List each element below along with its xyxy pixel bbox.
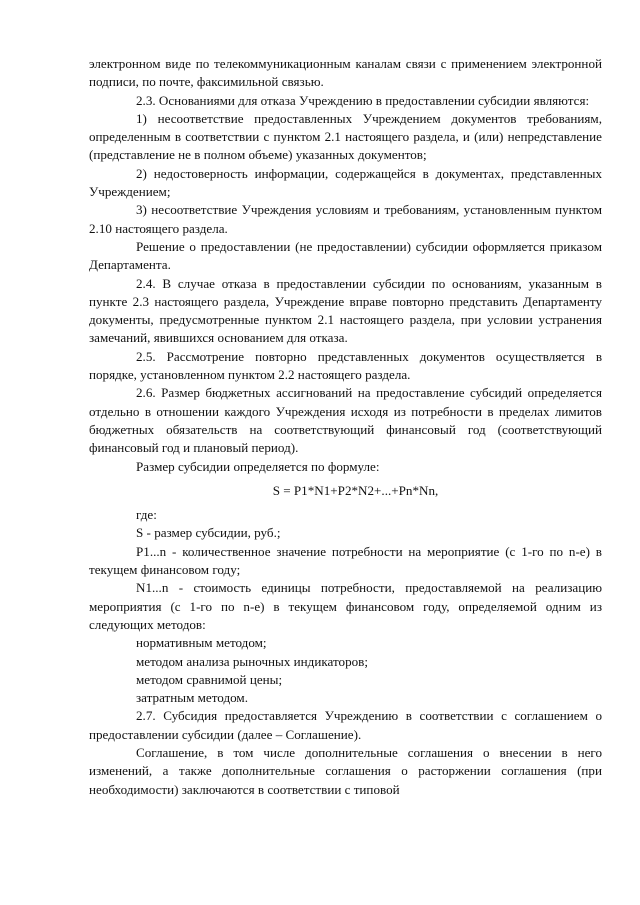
paragraph-2-3-item-3: 3) несоответствие Учреждения условиям и требованиям, установленным пунктом 2.10 настоящего раздела. <box>89 202 602 236</box>
paragraph-2-6: 2.6. Размер бюджетных ассигнований на предоставление субсидий определяется отдельно в отношении каждого Учреждения исходя из потребности в пределах лимитов бюджетных обязательств на соответствующий финансовый год (соответствующий финансовый год и плановый период). <box>89 385 602 456</box>
definition-p: P1...n - количественное значение потребности на мероприятие (с 1-го по n-е) в текущем финансовом году; <box>89 543 602 578</box>
paragraph-2-5: 2.5. Рассмотрение повторно представленных документов осуществляется в порядке, установленном пунктом 2.2 настоящего раздела. <box>89 348 602 383</box>
definition-n: N1...n - стоимость единицы потребности, предоставляемой на реализацию мероприятия (с 1-го по n-е) в текущем финансовом году, определяемой одним из следующих методов: <box>89 580 602 632</box>
subsidy-formula: S = P1*N1+P2*N2+...+Pn*Nn, <box>272 482 439 498</box>
paragraph-2-4: 2.4. В случае отказа в предоставлении субсидии по основаниям, указанным в пункте 2.3 настоящего раздела, Учреждение вправе повторно представить Департаменту документы, предусмотренные пунктом 2.1 настоящего раздела, при условии устранения замечаний, явившихся основанием для отказа. <box>89 275 602 346</box>
paragraph-continuation: электронном виде по телекоммуникационным каналам связи с применением электронной подписи, по почте, факсимильной связью. <box>89 56 602 90</box>
definition-s: S - размер субсидии, руб.; <box>136 525 281 541</box>
method-market-analysis: методом анализа рыночных индикаторов; <box>136 653 368 669</box>
paragraph-2-3-item-2: 2) недостоверность информации, содержащейся в документах, представленных Учреждением; <box>89 165 602 200</box>
paragraph-2-7: 2.7. Субсидия предоставляется Учреждению в соответствии с соглашением о предоставлении субсидии (далее – Соглашение). <box>89 708 602 742</box>
method-comparable-price: методом сравнимой цены; <box>136 671 283 687</box>
document-page <box>89 55 602 799</box>
paragraph-decision: Решение о предоставлении (не предоставлении) субсидии оформляется приказом Департамента. <box>89 238 602 273</box>
method-normative: нормативным методом; <box>136 635 267 651</box>
paragraph-2-3: 2.3. Основаниями для отказа Учреждению в предоставлении субсидии являются: <box>136 92 590 108</box>
paragraph-2-3-item-1: 1) несоответствие предоставленных Учреждением документов требованиям, определенным в соответствии с пунктом 2.1 настоящего раздела, и (или) непредставление (представление не в полном объеме) указанных документов; <box>89 110 602 163</box>
paragraph-formula-intro: Размер субсидии определяется по формуле: <box>136 458 380 474</box>
where-label: где: <box>136 507 157 523</box>
paragraph-agreement: Соглашение, в том числе дополнительные соглашения о внесении в него изменений, а также дополнительные соглашения о расторжении соглашения (при необходимости) заключаются в соответствии с типовой <box>89 744 602 797</box>
method-cost: затратным методом. <box>136 690 248 706</box>
